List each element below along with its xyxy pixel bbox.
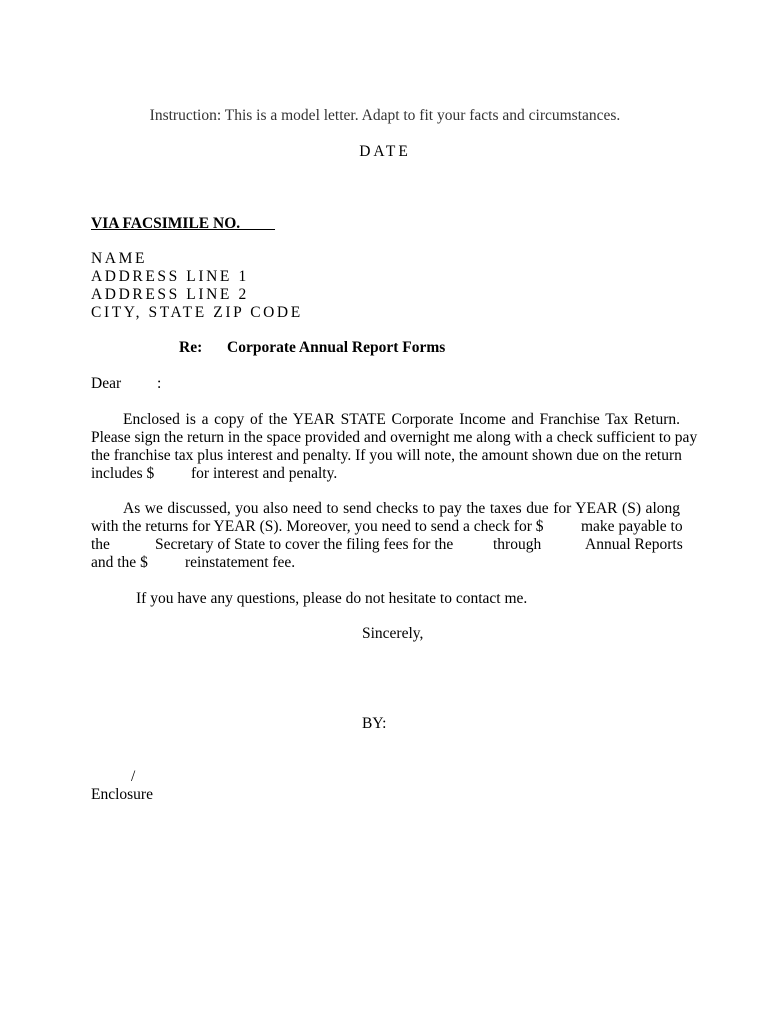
paragraph-1-line-1 (123, 411, 680, 429)
paragraph-2-line-2a: with the returns for YEAR (S). Moreover, you need to send a check for $ (91, 518, 544, 535)
paragraph-2-line-3b: Secretary of State to cover the filing fees for the (155, 536, 454, 553)
paragraph-1-line-2-text: Please sign the return in the space provided and overnight me along with a check sufficient to pay (91, 429, 698, 446)
paragraph-2-line-1-text: As we discussed, you also need to send checks to pay the taxes due for YEAR (S) along (123, 500, 680, 517)
paragraph-2-line-3c: through (493, 536, 542, 553)
paragraph-1-line-3 (91, 447, 680, 465)
paragraph-2-line-2b: make payable to (581, 518, 683, 535)
salutation-colon: : (157, 375, 162, 392)
recipient-address-line-1: ADDRESS LINE 1 (91, 268, 249, 285)
closing-sincerely: Sincerely, (362, 625, 424, 642)
paragraph-1-line-4a: includes $ (91, 465, 155, 482)
paragraph-2-line-4b: reinstatement fee. (185, 554, 296, 571)
via-facsimile-line (91, 215, 275, 233)
initials-slash: / (131, 768, 136, 785)
paragraph-2-line-3a: the (91, 536, 110, 553)
recipient-name: NAME (91, 250, 148, 267)
paragraph-2-line-1 (123, 500, 680, 518)
paragraph-2-line-3d: Annual Reports (585, 536, 683, 553)
recipient-city-state-zip: CITY, STATE ZIP CODE (91, 304, 303, 321)
enclosure-line: Enclosure (91, 786, 153, 803)
instruction-line: Instruction: This is a model letter. Adapt to fit your facts and circumstances. (149, 107, 621, 124)
re-label: Re: (179, 339, 203, 356)
paragraph-3: If you have any questions, please do not hesitate to contact me. (136, 590, 528, 607)
paragraph-1-line-1-text: Enclosed is a copy of the YEAR STATE Corporate Income and Franchise Tax Return. (123, 411, 680, 428)
date-placeholder: DATE (359, 143, 411, 160)
recipient-address-line-2: ADDRESS LINE 2 (91, 286, 249, 303)
salutation-dear: Dear (91, 375, 122, 392)
re-subject: Corporate Annual Report Forms (227, 339, 446, 356)
paragraph-1-line-3-text: the franchise tax plus interest and penalty. If you will note, the amount shown due on the return (91, 447, 682, 464)
via-facsimile-text: VIA FACSIMILE NO. (91, 215, 276, 232)
paragraph-2-line-4a: and the $ (91, 554, 148, 571)
paragraph-1-line-2 (91, 429, 698, 447)
paragraph-1-line-4b: for interest and penalty. (191, 465, 338, 482)
signature-by: BY: (362, 715, 387, 732)
